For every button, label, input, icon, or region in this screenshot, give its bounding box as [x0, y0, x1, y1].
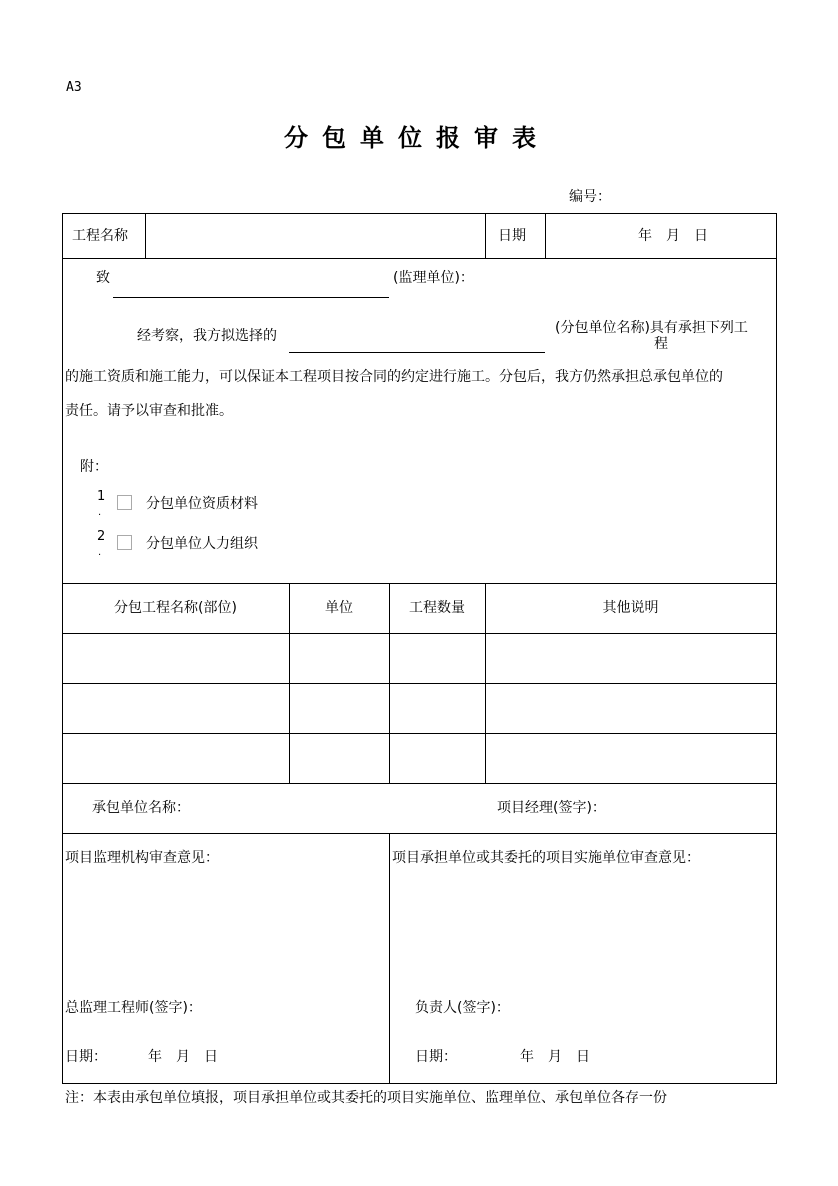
- table-border: [485, 213, 486, 258]
- left-date-value: 年 月 日: [148, 1049, 218, 1065]
- table-border: [62, 733, 777, 734]
- attach-label: 附：: [80, 459, 108, 475]
- project-name-field[interactable]: [150, 228, 480, 244]
- table-border: [62, 1083, 777, 1084]
- supervisor-unit-field[interactable]: [113, 297, 389, 298]
- date-label: 日期: [498, 228, 526, 244]
- attachment-2-checkbox[interactable]: [117, 535, 132, 550]
- page-title: 分包单位报审表: [284, 123, 550, 152]
- table-border: [62, 683, 777, 684]
- para1-suffix: (分包单位名称)具有承担下列工: [555, 320, 748, 336]
- right-date-label: 日期：: [415, 1049, 457, 1065]
- table-border: [62, 258, 777, 259]
- col-header-work-name: 分包工程名称(部位): [114, 600, 237, 616]
- table-border: [545, 213, 546, 258]
- responsible-sign-label: 负责人(签字)：: [415, 1000, 510, 1016]
- para1-suffix-2: 程: [654, 336, 668, 352]
- date-field[interactable]: 年 月 日: [638, 228, 708, 244]
- to-suffix: (监理单位)：: [393, 270, 474, 286]
- table-border: [389, 833, 390, 1083]
- left-date-label: 日期：: [65, 1049, 107, 1065]
- table-border: [62, 633, 777, 634]
- contractor-name-label: 承包单位名称：: [92, 800, 190, 816]
- col-header-unit: 单位: [325, 600, 353, 616]
- attachment-2-dot: .: [98, 547, 102, 558]
- para2-line1: 的施工资质和施工能力，可以保证本工程项目按合同的约定进行施工。分包后，我方仍然承担总承包单位的: [65, 369, 723, 385]
- col-header-quantity: 工程数量: [409, 600, 465, 616]
- number-label: 编号：: [569, 189, 611, 205]
- table-border: [62, 213, 777, 214]
- table-border: [62, 833, 777, 834]
- form-code: A3: [66, 80, 82, 95]
- table-border: [776, 213, 777, 1084]
- footnote: 注：本表由承包单位填报，项目承担单位或其委托的项目实施单位、监理单位、承包单位各存一份: [65, 1090, 667, 1106]
- project-manager-label: 项目经理(签字)：: [497, 800, 606, 816]
- attachment-1-checkbox[interactable]: [117, 495, 132, 510]
- attachment-1-num: 1: [97, 489, 106, 504]
- supervisor-opinion-title: 项目监理机构审查意见：: [65, 850, 219, 866]
- right-date-value: 年 月 日: [520, 1049, 590, 1065]
- chief-engineer-sign-label: 总监理工程师(签字)：: [65, 1000, 202, 1016]
- table-border: [62, 583, 777, 584]
- attachment-2-label: 分包单位人力组织: [146, 536, 258, 552]
- para2-line2: 责任。请予以审查和批准。: [65, 403, 233, 419]
- table-border: [145, 213, 146, 258]
- table-border: [62, 213, 63, 1084]
- attachment-1-label: 分包单位资质材料: [146, 496, 258, 512]
- project-name-label: 工程名称: [72, 228, 128, 244]
- para1-start: 经考察，我方拟选择的: [137, 328, 277, 344]
- table-border: [62, 783, 777, 784]
- attachment-2-num: 2: [97, 529, 106, 544]
- subcontractor-name-field[interactable]: [289, 352, 545, 353]
- attachment-1-dot: .: [98, 507, 102, 518]
- col-header-notes: 其他说明: [602, 600, 659, 616]
- to-prefix: 致: [96, 270, 110, 286]
- owner-opinion-title: 项目承担单位或其委托的项目实施单位审查意见：: [392, 850, 700, 866]
